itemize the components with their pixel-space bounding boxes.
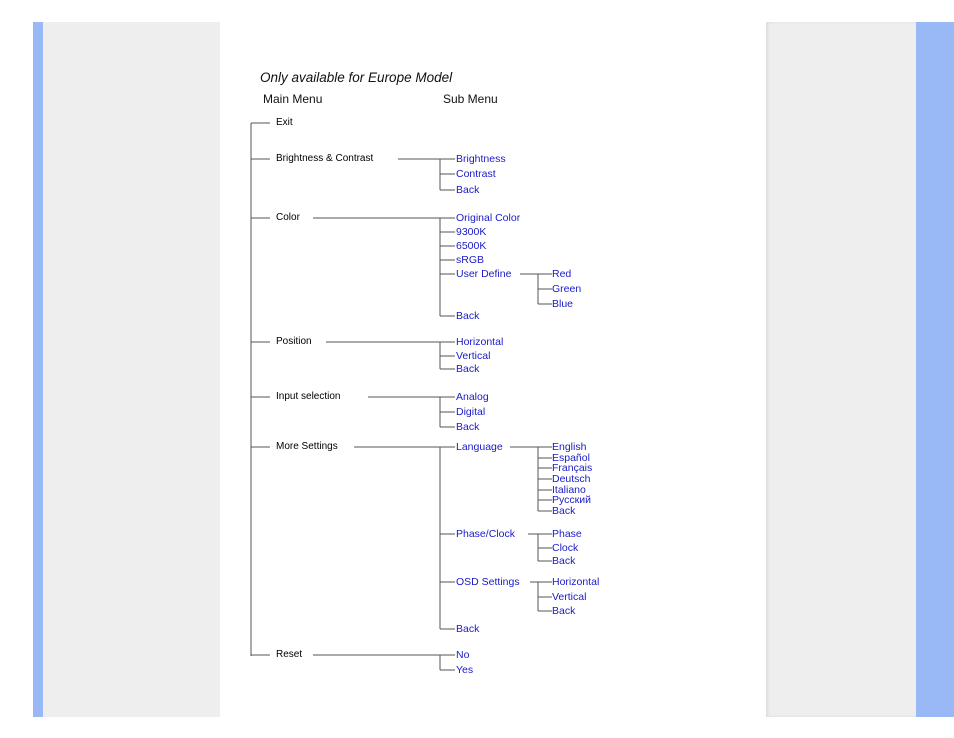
sub-russian: Русский [552,494,591,506]
sub-phase-clock: Phase/Clock [456,528,515,540]
sub-brightness: Brightness [456,153,506,165]
sub-no: No [456,649,470,661]
sub-clock: Clock [552,542,579,554]
sub-vertical: Vertical [456,350,491,362]
sub-contrast: Contrast [456,168,496,180]
sub-language: Language [456,441,503,453]
sub-osd-settings: OSD Settings [456,576,520,588]
sub-espanol: Español [552,452,590,464]
sub-horizontal: Horizontal [552,576,600,588]
sub-green: Green [552,283,582,295]
sub-phase: Phase [552,528,582,540]
sub-horizontal: Horizontal [456,336,504,348]
sub-digital: Digital [456,406,486,418]
sub-vertical: Vertical [552,591,587,603]
sub-back: Back [552,605,576,617]
sub-original-color: Original Color [456,212,521,224]
sub-red: Red [552,268,572,280]
sub-back: Back [456,310,480,322]
sub-english: English [552,441,587,453]
menu-input-selection: Input selection [276,391,341,402]
menu-brightness-contrast: Brightness & Contrast [276,153,374,164]
sub-9300k: 9300K [456,226,487,238]
menu-more-settings: More Settings [276,441,338,452]
menu-color: Color [276,212,300,223]
sub-back: Back [552,505,576,517]
sub-italiano: Italiano [552,484,586,496]
main-menu-header: Main Menu [263,92,323,106]
sub-deutsch: Deutsch [552,473,591,485]
sub-back: Back [456,623,480,635]
sub-blue: Blue [552,298,574,310]
menu-position: Position [276,336,312,347]
sub-menu-header: Sub Menu [443,92,498,106]
sub-back: Back [456,363,480,375]
sub-francais: Français [552,462,593,474]
sub-back: Back [456,421,480,433]
sub-back: Back [552,555,576,567]
europe-model-note: Only available for Europe Model [260,70,453,85]
sub-yes: Yes [456,664,474,676]
sub-analog: Analog [456,391,489,403]
menu-reset: Reset [276,649,303,660]
menu-exit: Exit [276,117,293,128]
sub-6500k: 6500K [456,240,487,252]
sub-back: Back [456,184,480,196]
sub-user-define: User Define [456,268,512,280]
sub-srgb: sRGB [456,254,485,266]
